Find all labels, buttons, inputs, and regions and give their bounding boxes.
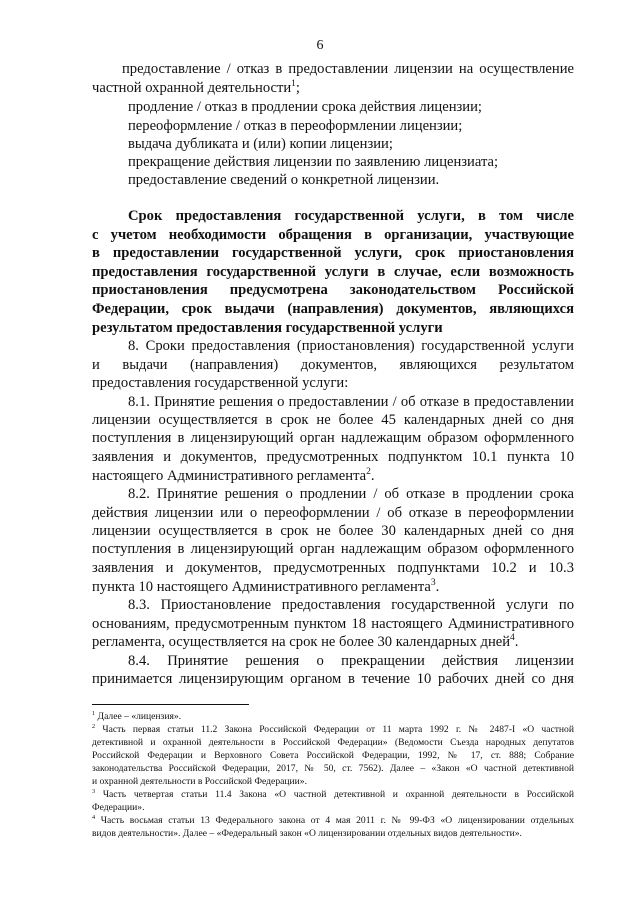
body-line: настоящего Административного регламента$^2$.: [92, 467, 375, 484]
heading-line: приостановления предусмотрена законодательством Российской: [92, 282, 574, 298]
footnote-4-line: видов деятельности». Далее – «Федеральный закон «О лицензировании отдельных видов деятельности».: [92, 828, 522, 839]
body-line: 8.1. Принятие решения о предоставлении / об отказе в предоставлении: [128, 394, 574, 410]
footnote-2: $^2$ Часть первая статьи 11.2 Закона Российской Федерации от 11 марта 1992 г. № 2487-I «О частной: [92, 722, 574, 735]
body-line: пункта 10 настоящего Административного регламента$^3$.: [92, 578, 440, 595]
footnote-2-line: и охранной деятельности в Российской Федерации».: [92, 776, 307, 787]
body-line: предоставления государственной услуги:: [92, 375, 349, 391]
footnote-ref: 3: [430, 578, 436, 589]
footnote-2-line: Российской Федерации и Верховного Совета Российской Федерации, 1992, № 17, ст. 888; Собрание: [92, 750, 574, 761]
body-line: 8.2. Принятие решения о продлении / об отказе в продлении срока: [128, 486, 574, 502]
intro-line: переоформление / отказ в переоформлении лицензии;: [128, 118, 463, 134]
body-line: действия лицензии или о переоформлении / об отказе в переоформлении: [92, 505, 574, 521]
footnote-2-line: законодательства Российской Федерации, 2017, № 50, ст. 7562). Далее – «Закон «О частной детективной: [92, 763, 574, 774]
heading-line: предоставления государственной услуги в случае, если возможность: [92, 264, 574, 280]
body-line: лицензии осуществляется в срок не более 30 календарных дней со дня: [92, 523, 574, 539]
footnote-ref: 4: [510, 633, 515, 644]
heading-line: с учетом необходимости обращения в организации, участвующие: [92, 227, 574, 243]
footnote-1: $^1$ Далее – «лицензия».: [92, 709, 182, 722]
footnote-4: $^4$ Часть восьмая статьи 13 Федерального закона от 4 мая 2011 г. № 99-ФЗ «О лицензировании отдельных: [92, 813, 574, 826]
heading-line: результатом предоставления государственной услуги: [92, 320, 443, 336]
heading-line: Срок предоставления государственной услуги, в том числе: [128, 208, 574, 224]
body-line: заявления и документов, предусмотренных подпунктом 10.1 пункта 10: [92, 449, 574, 465]
heading-line: Федерации, срок выдачи (направления) документов, являющихся: [92, 301, 574, 317]
footnote-2-line: детективной и охранной деятельности в Российской Федерации» (Ведомости Съезда народных депутатов: [92, 737, 574, 748]
heading-line: в предоставлении государственной услуги, срок приостановления: [92, 245, 574, 261]
footnote-3: $^3$ Часть четвертая статьи 11.4 Закона «О частной детективной и охранной деятельности в Российской: [92, 787, 574, 800]
body-line: 8.3. Приостановление предоставления государственной услуги по: [128, 597, 574, 613]
body-line: заявления и документов, предусмотренных подпунктами 10.2 и 10.3: [92, 560, 574, 576]
footnote-3-line: Федерации».: [92, 802, 145, 813]
intro-line: предоставление / отказ в предоставлении лицензии на осуществление: [122, 61, 574, 77]
body-line: поступления в лицензирующий орган надлежащим образом оформленного: [92, 541, 574, 557]
footnote-ref: 1: [291, 79, 296, 90]
body-line: поступления в лицензирующий орган надлежащим образом оформленного: [92, 430, 574, 446]
page-number: 6: [316, 38, 324, 53]
body-line: 8.4. Принятие решения о прекращении действия лицензии: [128, 653, 574, 669]
intro-line: продление / отказ в продлении срока действия лицензии;: [128, 99, 482, 115]
body-line: регламента, осуществляется на срок не более 30 календарных дней$^4$.: [92, 633, 519, 650]
body-line: основаниям, предусмотренным пунктом 18 настоящего Административного: [92, 616, 574, 632]
intro-line: предоставление сведений о конкретной лицензии.: [128, 172, 440, 188]
intro-line: выдача дубликата и (или) копии лицензии;: [128, 136, 393, 152]
footnote-divider: [92, 704, 249, 705]
intro-line: прекращение действия лицензии по заявлению лицензиата;: [128, 154, 499, 170]
body-line: принимается лицензирующим органом в течение 10 рабочих дней со дня: [92, 671, 574, 687]
body-line: 8. Сроки предоставления (приостановления) государственной услуги: [128, 338, 574, 354]
intro-line: частной охранной деятельности$^1$;: [92, 79, 300, 96]
footnote-ref: 2: [366, 467, 371, 478]
body-line: лицензии осуществляется в срок не более 45 календарных дней со дня: [92, 412, 574, 428]
body-line: и выдачи (направления) документов, являющихся результатом: [92, 357, 574, 373]
